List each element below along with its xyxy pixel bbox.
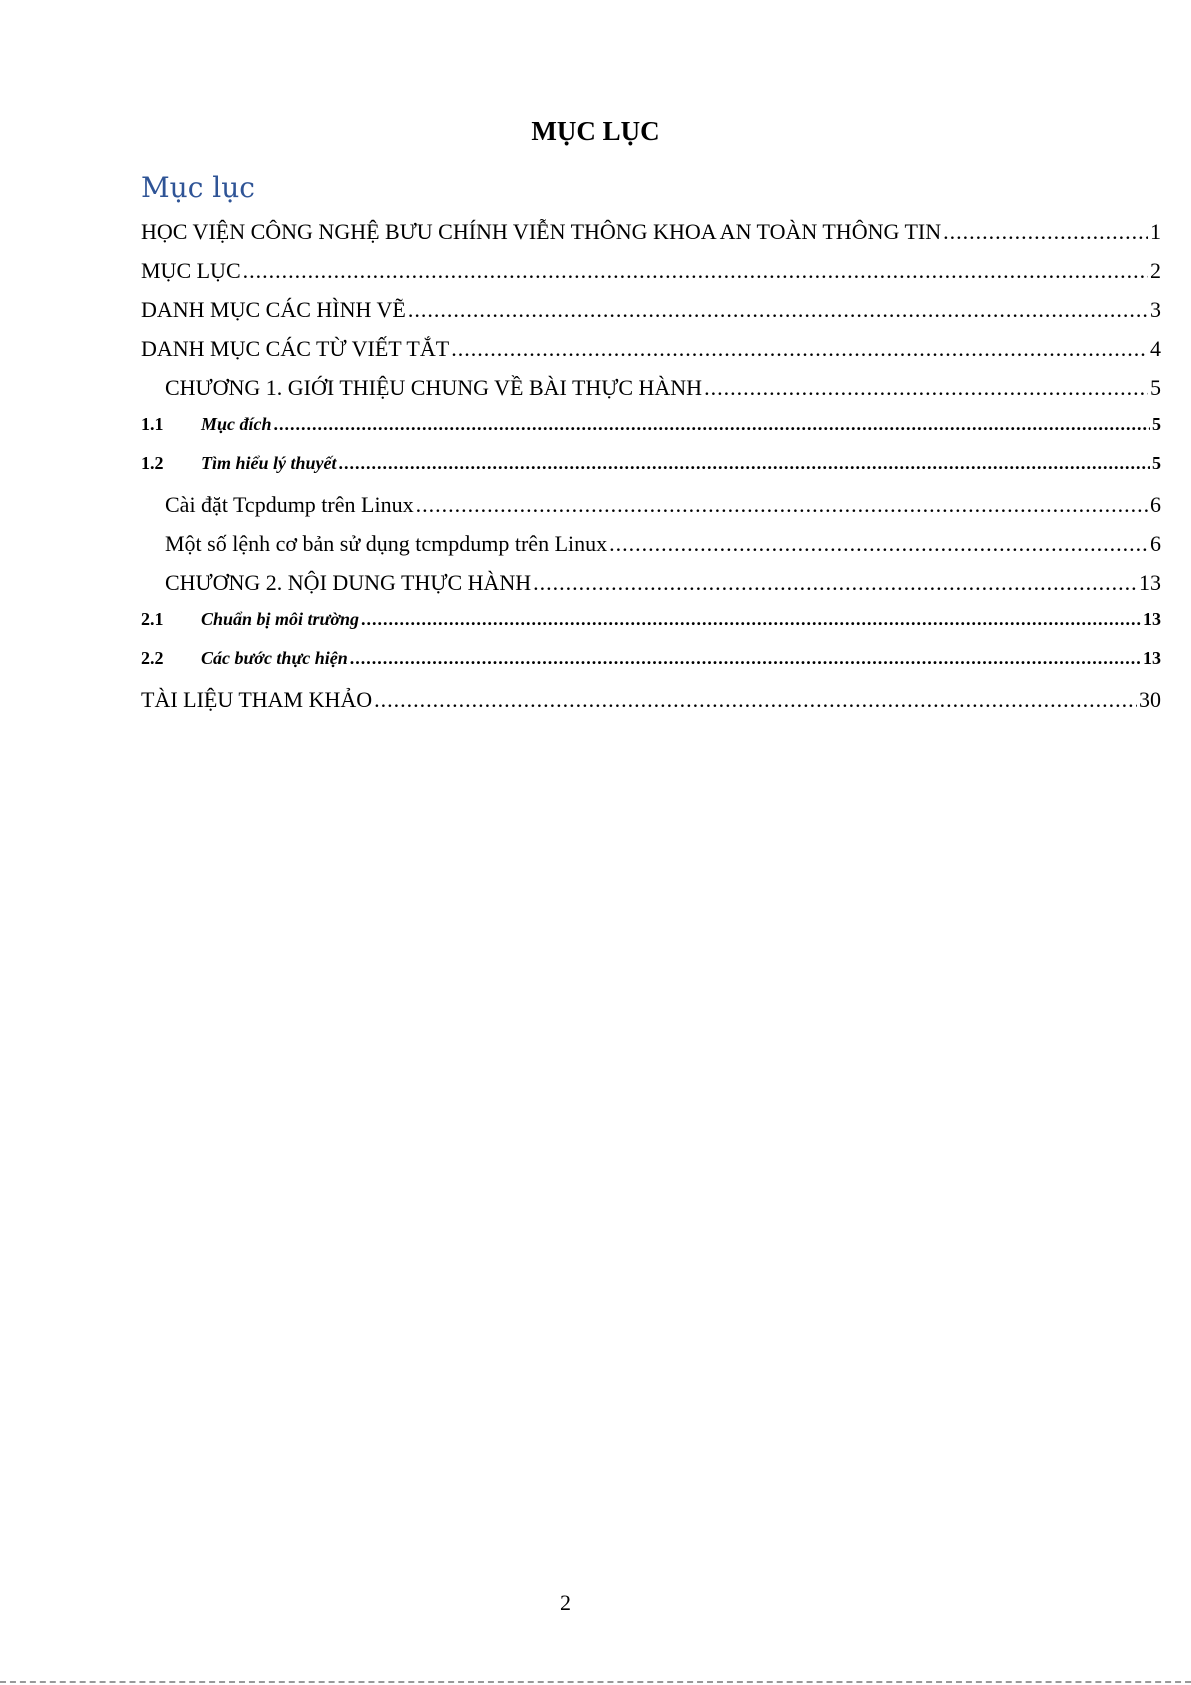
toc-entry-text: MỤC LỤC (141, 258, 241, 283)
toc-section-number: 1.1 (141, 414, 164, 434)
toc-entry-subsection[interactable] (141, 531, 1161, 557)
toc-entry-section[interactable] (141, 648, 1161, 669)
toc-leader-dots (374, 687, 1137, 713)
toc-entry-text: Các bước thực hiện (201, 648, 348, 668)
toc-leader-dots (609, 531, 1148, 557)
toc-entry-page: 5 (1150, 375, 1161, 400)
toc-leader-dots (243, 258, 1148, 284)
toc-entry-section[interactable] (141, 453, 1161, 474)
toc-entry-text: TÀI LIỆU THAM KHẢO (141, 687, 373, 712)
toc-entry-text: Tìm hiểu lý thuyết (201, 453, 337, 473)
toc-leader-dots (451, 336, 1148, 362)
toc-entry-page: 6 (1150, 531, 1161, 556)
toc-leader-dots (274, 414, 1150, 435)
toc-entry[interactable] (141, 297, 1161, 323)
toc-entry-text: HỌC VIỆN CÔNG NGHỆ BƯU CHÍNH VIỄN THÔNG KHOA AN TOÀN THÔNG TIN (141, 219, 942, 244)
page-number: 2 (560, 1590, 571, 1615)
page-bottom-rule (0, 1681, 1191, 1683)
toc-entry[interactable] (141, 687, 1161, 713)
toc-entry-text: Chuẩn bị môi trường (201, 609, 360, 629)
toc-leader-dots (361, 609, 1141, 630)
toc-leader-dots (408, 297, 1148, 323)
toc-section-number: 1.2 (141, 453, 164, 473)
toc-entry-page: 5 (1152, 414, 1161, 434)
toc-entry-page: 30 (1139, 687, 1161, 712)
toc-entry[interactable] (141, 258, 1161, 284)
toc-entry-page: 5 (1152, 453, 1161, 473)
toc-entry-page: 13 (1139, 570, 1161, 595)
toc-entry-text: CHƯƠNG 2. NỘI DUNG THỰC HÀNH (165, 570, 532, 595)
toc-entry-chapter[interactable] (141, 375, 1161, 401)
toc-heading: Mục lục (141, 171, 255, 204)
toc-section-number: 2.2 (141, 648, 164, 668)
toc-entry-text: CHƯƠNG 1. GIỚI THIỆU CHUNG VỀ BÀI THỰC HÀNH (165, 375, 703, 400)
toc-entry-text: Một số lệnh cơ bản sử dụng tcmpdump trên Linux (165, 531, 608, 556)
toc-entry-section[interactable] (141, 609, 1161, 630)
toc-entry-page: 6 (1150, 492, 1161, 517)
toc-entry-page: 2 (1150, 258, 1161, 283)
document-title: MỤC LỤC (531, 116, 660, 146)
toc-entry[interactable] (141, 219, 1161, 245)
toc-entry-text: Mục đích (201, 414, 272, 434)
toc-leader-dots (350, 648, 1141, 669)
toc-entry-page: 4 (1150, 336, 1161, 361)
toc-leader-dots (704, 375, 1148, 401)
toc-entry-page: 1 (1150, 219, 1161, 244)
toc-entry-text: DANH MỤC CÁC TỪ VIẾT TẮT (141, 336, 450, 361)
toc-entry-page: 13 (1143, 648, 1161, 668)
toc-entry-subsection[interactable] (141, 492, 1161, 518)
toc-entry-page: 3 (1150, 297, 1161, 322)
toc-entry[interactable] (141, 336, 1161, 362)
toc-entry-text: Cài đặt Tcpdump trên Linux (165, 492, 414, 517)
toc-entry-chapter[interactable] (141, 570, 1161, 596)
toc-leader-dots (943, 219, 1148, 245)
toc-entry-page: 13 (1143, 609, 1161, 629)
toc-entry-text: DANH MỤC CÁC HÌNH VẼ (141, 297, 406, 322)
toc-leader-dots (339, 453, 1150, 474)
toc-section-number: 2.1 (141, 609, 164, 629)
toc-leader-dots (416, 492, 1148, 518)
toc-entry-section[interactable] (141, 414, 1161, 435)
toc-leader-dots (533, 570, 1137, 596)
